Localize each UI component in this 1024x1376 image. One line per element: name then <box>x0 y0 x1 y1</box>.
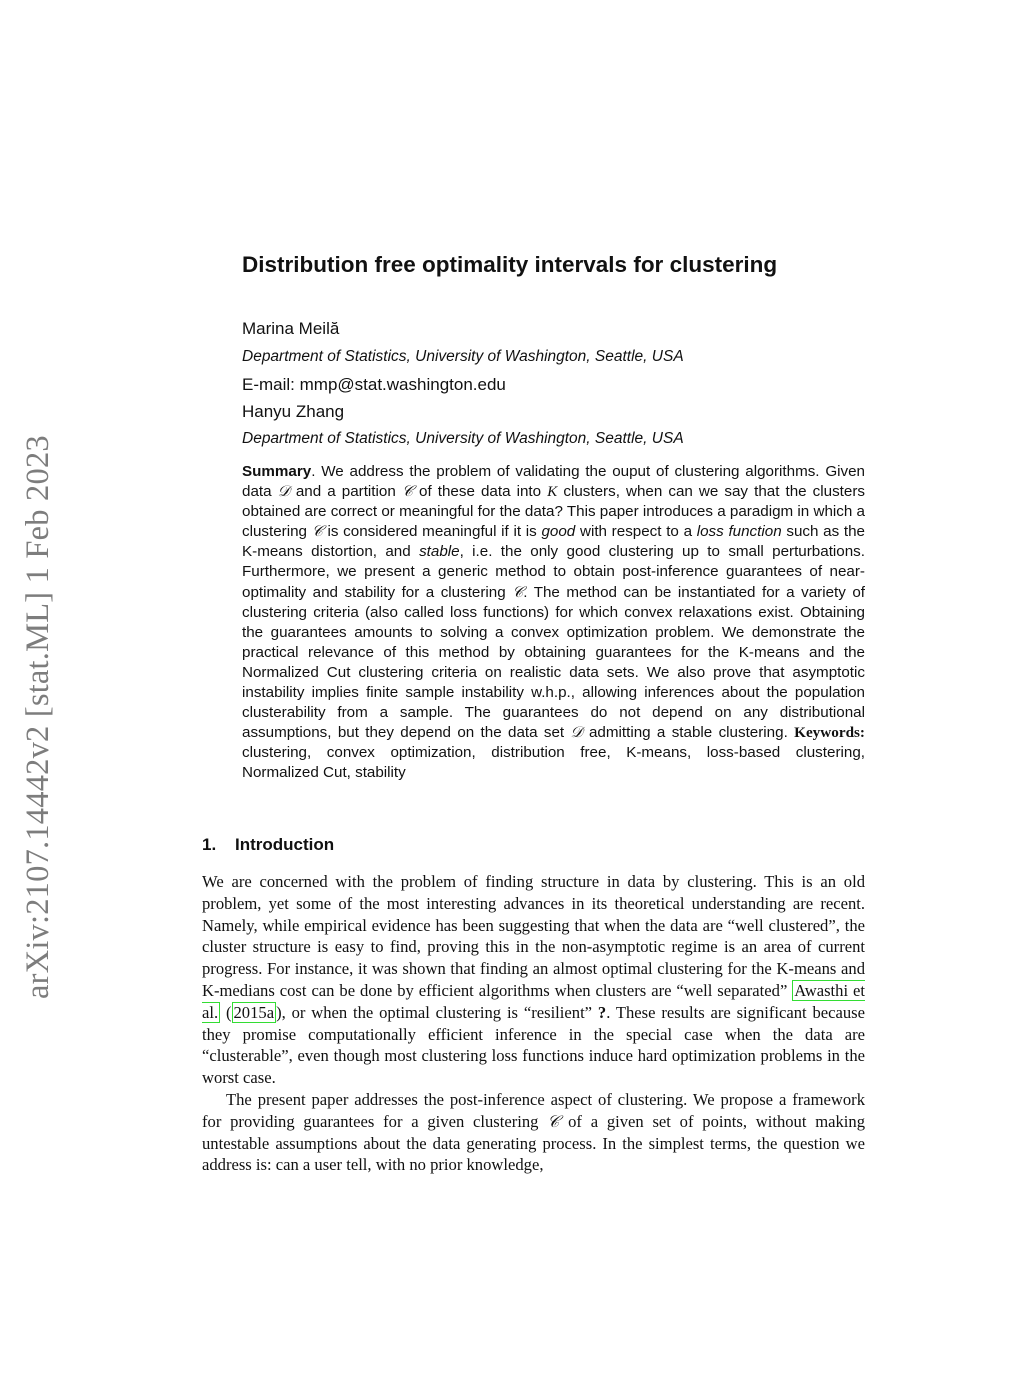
emphasis-loss-function: loss function <box>696 523 782 541</box>
citation-link-year[interactable]: 2015a <box>233 1002 275 1022</box>
math-symbol-C: 𝒞 <box>512 583 524 601</box>
emphasis-stable: stable <box>419 543 460 561</box>
intro-paragraph-2 <box>202 1089 865 1176</box>
author-affiliation-1: Department of Statistics, University of Washington, Seattle, USA <box>242 348 684 365</box>
summary-text-1: . We address the problem of validating the ouput of clustering algorithms. Given data <box>242 463 865 501</box>
summary-text-8: , i.e. the only good clustering up to small perturbations. Furthermore, we present a generic method to obtain post-inference guarantees of near-optimality and stability for a clustering <box>242 543 865 601</box>
intro-text-2b: of a given set of points, without making untestable assumptions about the data generating process. In the simplest terms, the question we address is: can a user tell, with no prior knowledge, <box>202 1111 866 1175</box>
emphasis-good: good <box>541 523 576 541</box>
summary-abstract <box>242 462 865 784</box>
intro-text-2a: The present paper addresses the post-inference aspect of clustering. We propose a framework for providing guarantees for a given clustering <box>202 1089 865 1131</box>
summary-text-4: clusters, when can we say that the clusters obtained are correct or meaningful for the data? This paper introduces a paradigm in which a clustering <box>242 483 866 541</box>
summary-text-3: of these data into <box>412 483 548 501</box>
introduction-body <box>202 871 865 1176</box>
math-symbol-C: 𝒞 <box>311 523 323 541</box>
citation-paren: ( <box>220 1002 232 1022</box>
author-email-1[interactable]: E-mail: mmp@stat.washington.edu <box>242 375 506 394</box>
intro-text-1c: . These results are significant because they promise computationally efficient inference in the special case when the data are “clusterable”, even though most clustering loss functions induce hard optimization problems in the worst case. <box>202 1002 865 1088</box>
summary-text-10: admitting a stable clustering. <box>582 724 795 742</box>
summary-text-5: is considered meaningful if it is <box>322 523 542 541</box>
section-title: Introduction <box>235 835 335 854</box>
math-symbol-D: 𝒟 <box>570 724 583 742</box>
author-name-1: Marina Meilă <box>242 319 340 338</box>
summary-text-7: such as the K-means distortion, and <box>242 523 866 561</box>
missing-citation-marker[interactable]: ? <box>597 1002 607 1022</box>
summary-text-9: . The method can be instantiated for a variety of clustering criteria (also called loss functions) for which convex relaxations exist. Obtaining the guarantees amounts to solving a convex optimization problem. We demonstrate the practical relevance of this method by obtaining guarantees for the K-means and the Normalized Cut clustering criteria on realistic data sets. We also prove that asymptotic instability implies finite sample instability w.h.p., allowing inferences about the population clusterability from a sample. The guarantees do not depend on any distributional assumptions, but they depend on the data set <box>242 583 865 742</box>
author-name-2: Hanyu Zhang <box>242 402 345 421</box>
author-affiliation-2: Department of Statistics, University of Washington, Seattle, USA <box>242 430 684 447</box>
summary-label: Summary <box>242 463 312 480</box>
intro-text-1b: ), or when the optimal clustering is “resilient” <box>276 1002 598 1022</box>
summary-text-6: with respect to a <box>575 523 697 541</box>
intro-paragraph-1 <box>202 871 865 1089</box>
math-symbol-C: 𝒞 <box>401 483 413 501</box>
paper-title: Distribution free optimality intervals for clustering <box>242 252 778 277</box>
math-symbol-C: 𝒞 <box>547 1111 560 1131</box>
arxiv-side-stamp: arXiv:2107.14442v2 [stat.ML] 1 Feb 2023 <box>20 435 56 999</box>
keywords-list: clustering, convex optimization, distribution free, K-means, loss-based clustering, Normalized Cut, stability <box>242 744 865 782</box>
section-heading-introduction <box>202 835 334 855</box>
intro-text-1a: We are concerned with the problem of finding structure in data by clustering. This is an old problem, yet some of the most interesting advances in its theoretical understanding are recent. Namely, while empirical evidence has been suggesting that when the data are “well clustered”, the cluster structure is easy to find, proving this in the non-asymptotic regime is an area of current progress. For instance, it was shown that finding an almost optimal clustering for the K-means and K-medians cost can be done by efficient algorithms when clusters are “well separated” <box>202 872 865 1000</box>
math-symbol-D: 𝒟 <box>277 483 290 501</box>
keywords-label: Keywords: <box>794 724 865 742</box>
summary-text-2: and a partition <box>289 483 402 501</box>
math-symbol-K: K <box>547 483 558 501</box>
citation-link-author[interactable]: Awasthi et al. <box>202 980 865 1022</box>
section-number: 1. <box>202 835 217 854</box>
